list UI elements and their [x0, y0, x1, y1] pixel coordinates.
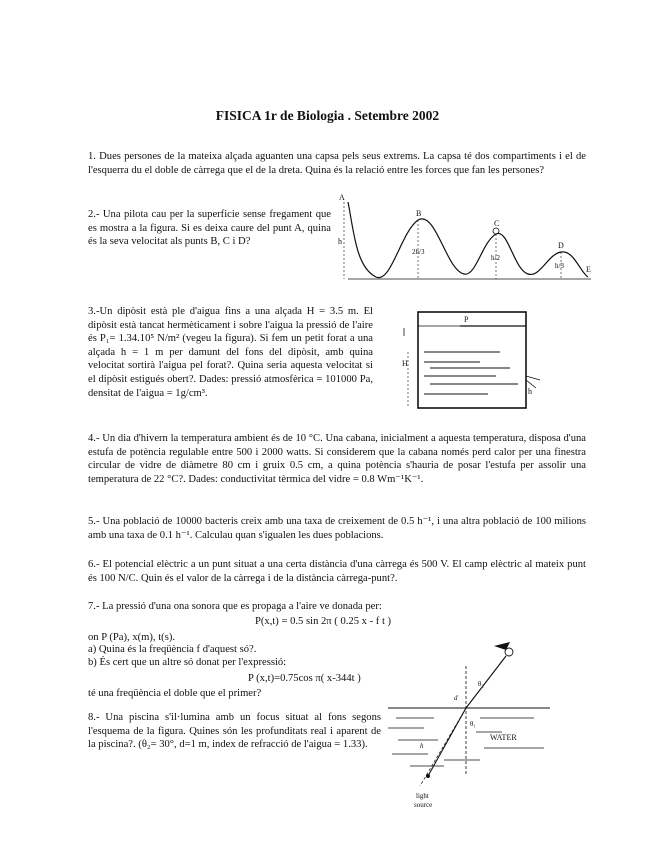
source-label: source — [414, 801, 433, 809]
point-a-label: A — [339, 193, 345, 202]
height-2h3-label: 2h/3 — [412, 248, 425, 256]
question-7-units: on P (Pa), x(m), t(s). — [88, 632, 175, 643]
height-h-label-tank: h — [528, 387, 532, 396]
theta-2-label: θ₂ — [478, 680, 484, 688]
point-e-label: E — [586, 265, 591, 274]
question-7-formula-1: P(x,t) = 0.5 sin 2π ( 0.25 x - f t ) — [255, 616, 392, 627]
depth-h-label: h — [420, 742, 424, 750]
light-label: light — [416, 792, 429, 800]
point-b-label: B — [416, 209, 422, 218]
question-1: 1. Dues persones de la mateixa alçada aguanten una capsa pels seus extrems. La capsa té dos compartiments i el de l'esquerra du el doble de càrrega que el de la dreta. Quina és la relació entre les forces que fan les persones? — [88, 151, 586, 176]
height-h-label: h — [338, 237, 342, 246]
tank-figure — [400, 306, 545, 411]
roller-coaster-figure — [336, 192, 596, 287]
height-h3-label: h/3 — [555, 262, 564, 270]
point-c-label: C — [494, 219, 500, 228]
question-5: 5.- Una població de 10000 bacteris creix amb una taxa de creixement de 0.5 h⁻¹, i una altra població de 100 milions amb una taxa de 0.1 h⁻¹. Calculau quan s'igualen les dues poblacions. — [88, 516, 586, 541]
question-7-part-b: b) És cert que un altre só donat per l'expressió: — [88, 657, 287, 668]
height-H-label: H — [402, 359, 408, 368]
water-label: WATER — [490, 733, 517, 742]
question-7-intro: 7.- La pressió d'una ona sonora que es propaga a l'aire ve donada per: — [88, 601, 382, 612]
question-6: 6.- El potencial elèctric a un punt situat a una certa distància d'una càrrega és 500 V. El camp elèctric al mateix punt és 100 N/C. Quin és el valor de la càrrega i de la distància càrrega-punt?. — [88, 559, 586, 584]
distance-d-label: d — [454, 694, 458, 702]
question-7-formula-2: P (x,t)=0.75cos π( x-344t ) — [248, 673, 361, 684]
height-h2-label: h/2 — [491, 254, 500, 262]
page-title: FISICA 1r de Biologia . Setembre 2002 — [215, 108, 440, 123]
pressure-label: P — [464, 315, 469, 324]
question-4: 4.- Un dia d'hivern la temperatura ambient és de 10 °C. Una cabana, inicialment a aquesta temperatura, disposa d'una estufa de potència regulable entre 500 i 2000 watts. Si considerem que la cabana només perd calor per una finestra circular de vidre de diàmetre 80 cm i gruix 0.5 cm, a quina potència s'hauria de posar l'estufa per assolir una temperatura de 22 °C?. Dades: conductivitat tèrmica del vidre = 0.8 Wm⁻¹K⁻¹. — [88, 433, 586, 485]
question-2: 2.- Una pilota cau per la superficie sense fregament que es mostra a la figura. Si es deixa caure del punt A, quina és la seva velocitat als punts B, C i D? — [88, 209, 331, 248]
theta-1-label: θ₁ — [470, 720, 476, 728]
question-3: 3.-Un dipòsit està ple d'aigua fins a una alçada H = 3.5 m. El dipòsit està tancat hermèticament i sobre l'aigua la pressió de l'aire és P₁= 1.34.10⁵ N/m² (vegeu la figura). Si fem un petit forat a una alçada h = 1 m per damunt del fons del dipòsit, amb quina velocitat sortirà l'aigua pel forat?. Quina seria aquesta velocitat si el dipòsit estigués obert?. Dades: pressió atmosfèrica = 101000 Pa, densitat de l'aigua = 1g/cm³. — [88, 306, 373, 399]
question-7-part-a: a) Quina és la freqüència f d'aquest só?. — [88, 644, 257, 655]
pool-figure — [384, 636, 554, 818]
question-8: 8.- Una piscina s'il·lumina amb un focus situat al fons segons l'esquema de la figura. Quines són les profunditats real i aparent de la piscina?. (θ₂= 30°, d=1 m, index de refracció de l'aigua = 1.33). — [88, 712, 381, 751]
point-d-label: D — [558, 241, 564, 250]
question-7-end: té una freqüència el doble que el primer? — [88, 688, 262, 699]
